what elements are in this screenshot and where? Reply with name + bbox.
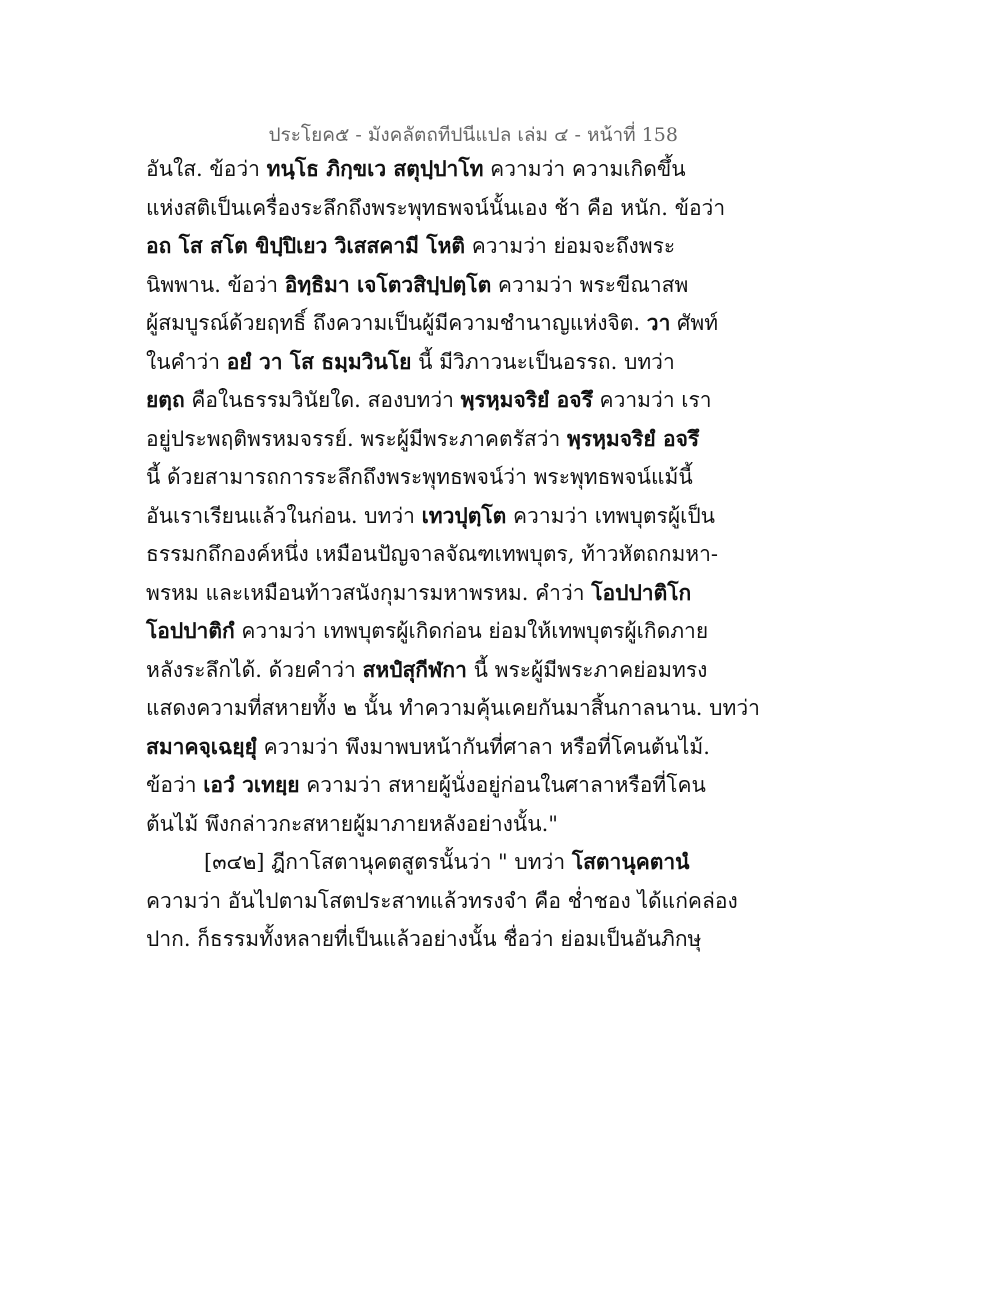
text-segment: ความว่า ความเกิดขึ้น bbox=[483, 157, 686, 181]
body-text bbox=[146, 150, 760, 959]
pali-term: เอวํ วเทยฺย bbox=[203, 772, 300, 797]
text-segment: นี้ พระผู้มีพระภาคย่อมทรง bbox=[466, 657, 708, 682]
pali-term: ยตฺถ bbox=[146, 387, 185, 412]
text-line bbox=[146, 689, 760, 728]
pali-term: วา bbox=[646, 310, 671, 335]
text-line bbox=[146, 266, 706, 305]
pali-term: โอปปาติโก bbox=[591, 579, 692, 605]
text-line bbox=[146, 728, 710, 767]
text-segment: ความว่า เทพบุตรผู้เป็น bbox=[506, 503, 715, 528]
text-segment: นี้ ด้วยสามารถการระลึกถึงพระพุทธพจน์ว่า พระพุทธพจน์แม้นี้ bbox=[146, 465, 693, 489]
text-line bbox=[146, 420, 706, 459]
text-line bbox=[146, 343, 706, 382]
text-line bbox=[146, 227, 706, 266]
pali-term: โสตานุคตานํ bbox=[571, 849, 690, 874]
text-segment: ต้นไม้ พึงกล่าวกะสหายผู้มาภายหลังอย่างนั้น." bbox=[146, 811, 558, 836]
text-line bbox=[146, 843, 706, 882]
text-segment: ธรรมกถึกองค์หนึ่ง เหมือนปัญจาลจัณฑเทพบุตร, ท้าวหัตถกมหา- bbox=[146, 542, 719, 566]
pali-term: อถ โส สโต ขิปฺปิเยว วิเสสคามี โหติ bbox=[146, 233, 466, 258]
text-segment: นี้ มีวิภาวนะเป็นอรรถ. บทว่า bbox=[411, 349, 675, 374]
text-segment: ผู้สมบูรณ์ด้วยฤทธิ์ ถึงความเป็นผู้มีความชำนาญแห่งจิต. bbox=[146, 311, 647, 335]
text-line bbox=[146, 920, 706, 959]
pali-term: ทนฺโธ ภิกฺขเว สตุปฺปาโท bbox=[266, 156, 484, 181]
text-line bbox=[146, 381, 712, 420]
text-segment: พรหม และเหมือนท้าวสนังกุมารมหาพรหม. คำว่า bbox=[146, 580, 592, 605]
text-line bbox=[146, 458, 706, 497]
text-segment: หลังระลึกได้. ด้วยคำว่า bbox=[146, 657, 363, 682]
text-segment: ปาก. ก็ธรรมทั้งหลายที่เป็นแล้วอย่างนั้น ชื่อว่า ย่อมเป็นอันภิกษุ bbox=[146, 927, 702, 951]
text-line bbox=[146, 574, 706, 613]
text-line bbox=[146, 535, 719, 574]
pali-term: อิทฺธิมา เจโตวสิปฺปตฺโต bbox=[284, 271, 492, 297]
page-header: ประโยค๕ - มังคลัตถทีปนีแปล เล่ม ๔ - หน้าที่ 158 bbox=[268, 124, 678, 146]
pali-term: อยํ วา โส ธมฺมวินโย bbox=[226, 348, 412, 374]
pali-term: พฺรหฺมจริยํ อจรึ bbox=[566, 425, 700, 451]
text-line bbox=[146, 150, 706, 189]
pali-term: โอปปาติกํ bbox=[146, 618, 235, 643]
text-segment: คือในธรรมวินัยใด. สองบทว่า bbox=[184, 388, 461, 412]
text-segment: อันใส. ข้อว่า bbox=[146, 157, 267, 181]
text-segment: นิพพาน. ข้อว่า bbox=[146, 272, 285, 297]
text-segment: ความว่า สหายผู้นั่งอยู่ก่อนในศาลาหรือที่โคน bbox=[299, 773, 706, 797]
text-line bbox=[146, 189, 726, 228]
text-line bbox=[146, 882, 738, 921]
text-line bbox=[146, 497, 715, 536]
pali-term: สมาคจฺเฉยฺยุํ bbox=[146, 733, 257, 759]
text-line bbox=[146, 766, 706, 805]
text-segment: ความว่า เทพบุตรผู้เกิดก่อน ย่อมให้เทพบุตรผู้เกิดภาย bbox=[234, 619, 709, 643]
text-segment: [๓๔๒] ฎีกาโสตานุคตสูตรนั้นว่า " บทว่า bbox=[204, 850, 572, 874]
text-segment: ความว่า พึงมาพบหน้ากันที่ศาลา หรือที่โคนต้นไม้. bbox=[256, 734, 710, 759]
text-segment: ในคำว่า bbox=[146, 349, 227, 374]
text-segment: ความว่า พระขีณาสพ bbox=[491, 272, 689, 297]
text-line bbox=[146, 651, 706, 690]
text-line bbox=[146, 805, 706, 844]
text-line bbox=[146, 304, 719, 343]
text-segment: ศัพท์ bbox=[670, 311, 719, 335]
pali-term: เทวปุตฺโต bbox=[421, 502, 507, 528]
pali-term: พฺรหฺมจริยํ อจรึ bbox=[460, 387, 593, 412]
text-segment: อยู่ประพฤติพรหมจรรย์. พระผู้มีพระภาคตรัสว่า bbox=[146, 426, 567, 451]
text-segment: ความว่า ย่อมจะถึงพระ bbox=[465, 234, 676, 258]
text-segment: แห่งสติเป็นเครื่องระลึกถึงพระพุทธพจน์นั้นเอง ช้า คือ หนัก. ข้อว่า bbox=[146, 195, 726, 220]
text-segment: ความว่า เรา bbox=[592, 388, 712, 412]
text-segment: อันเราเรียนแล้วในก่อน. บทว่า bbox=[146, 503, 422, 528]
text-line bbox=[146, 612, 709, 651]
text-segment: แสดงความที่สหายทั้ง ๒ นั้น ทำความคุ้นเคยกันมาสิ้นกาลนาน. บทว่า bbox=[146, 696, 760, 720]
text-segment: ข้อว่า bbox=[146, 773, 204, 797]
text-segment: ความว่า อันไปตามโสตประสาทแล้วทรงจำ คือ ช่ำชอง ได้แก่คล่อง bbox=[146, 888, 738, 913]
pali-term: สหปํสุกีฬกา bbox=[362, 656, 467, 682]
